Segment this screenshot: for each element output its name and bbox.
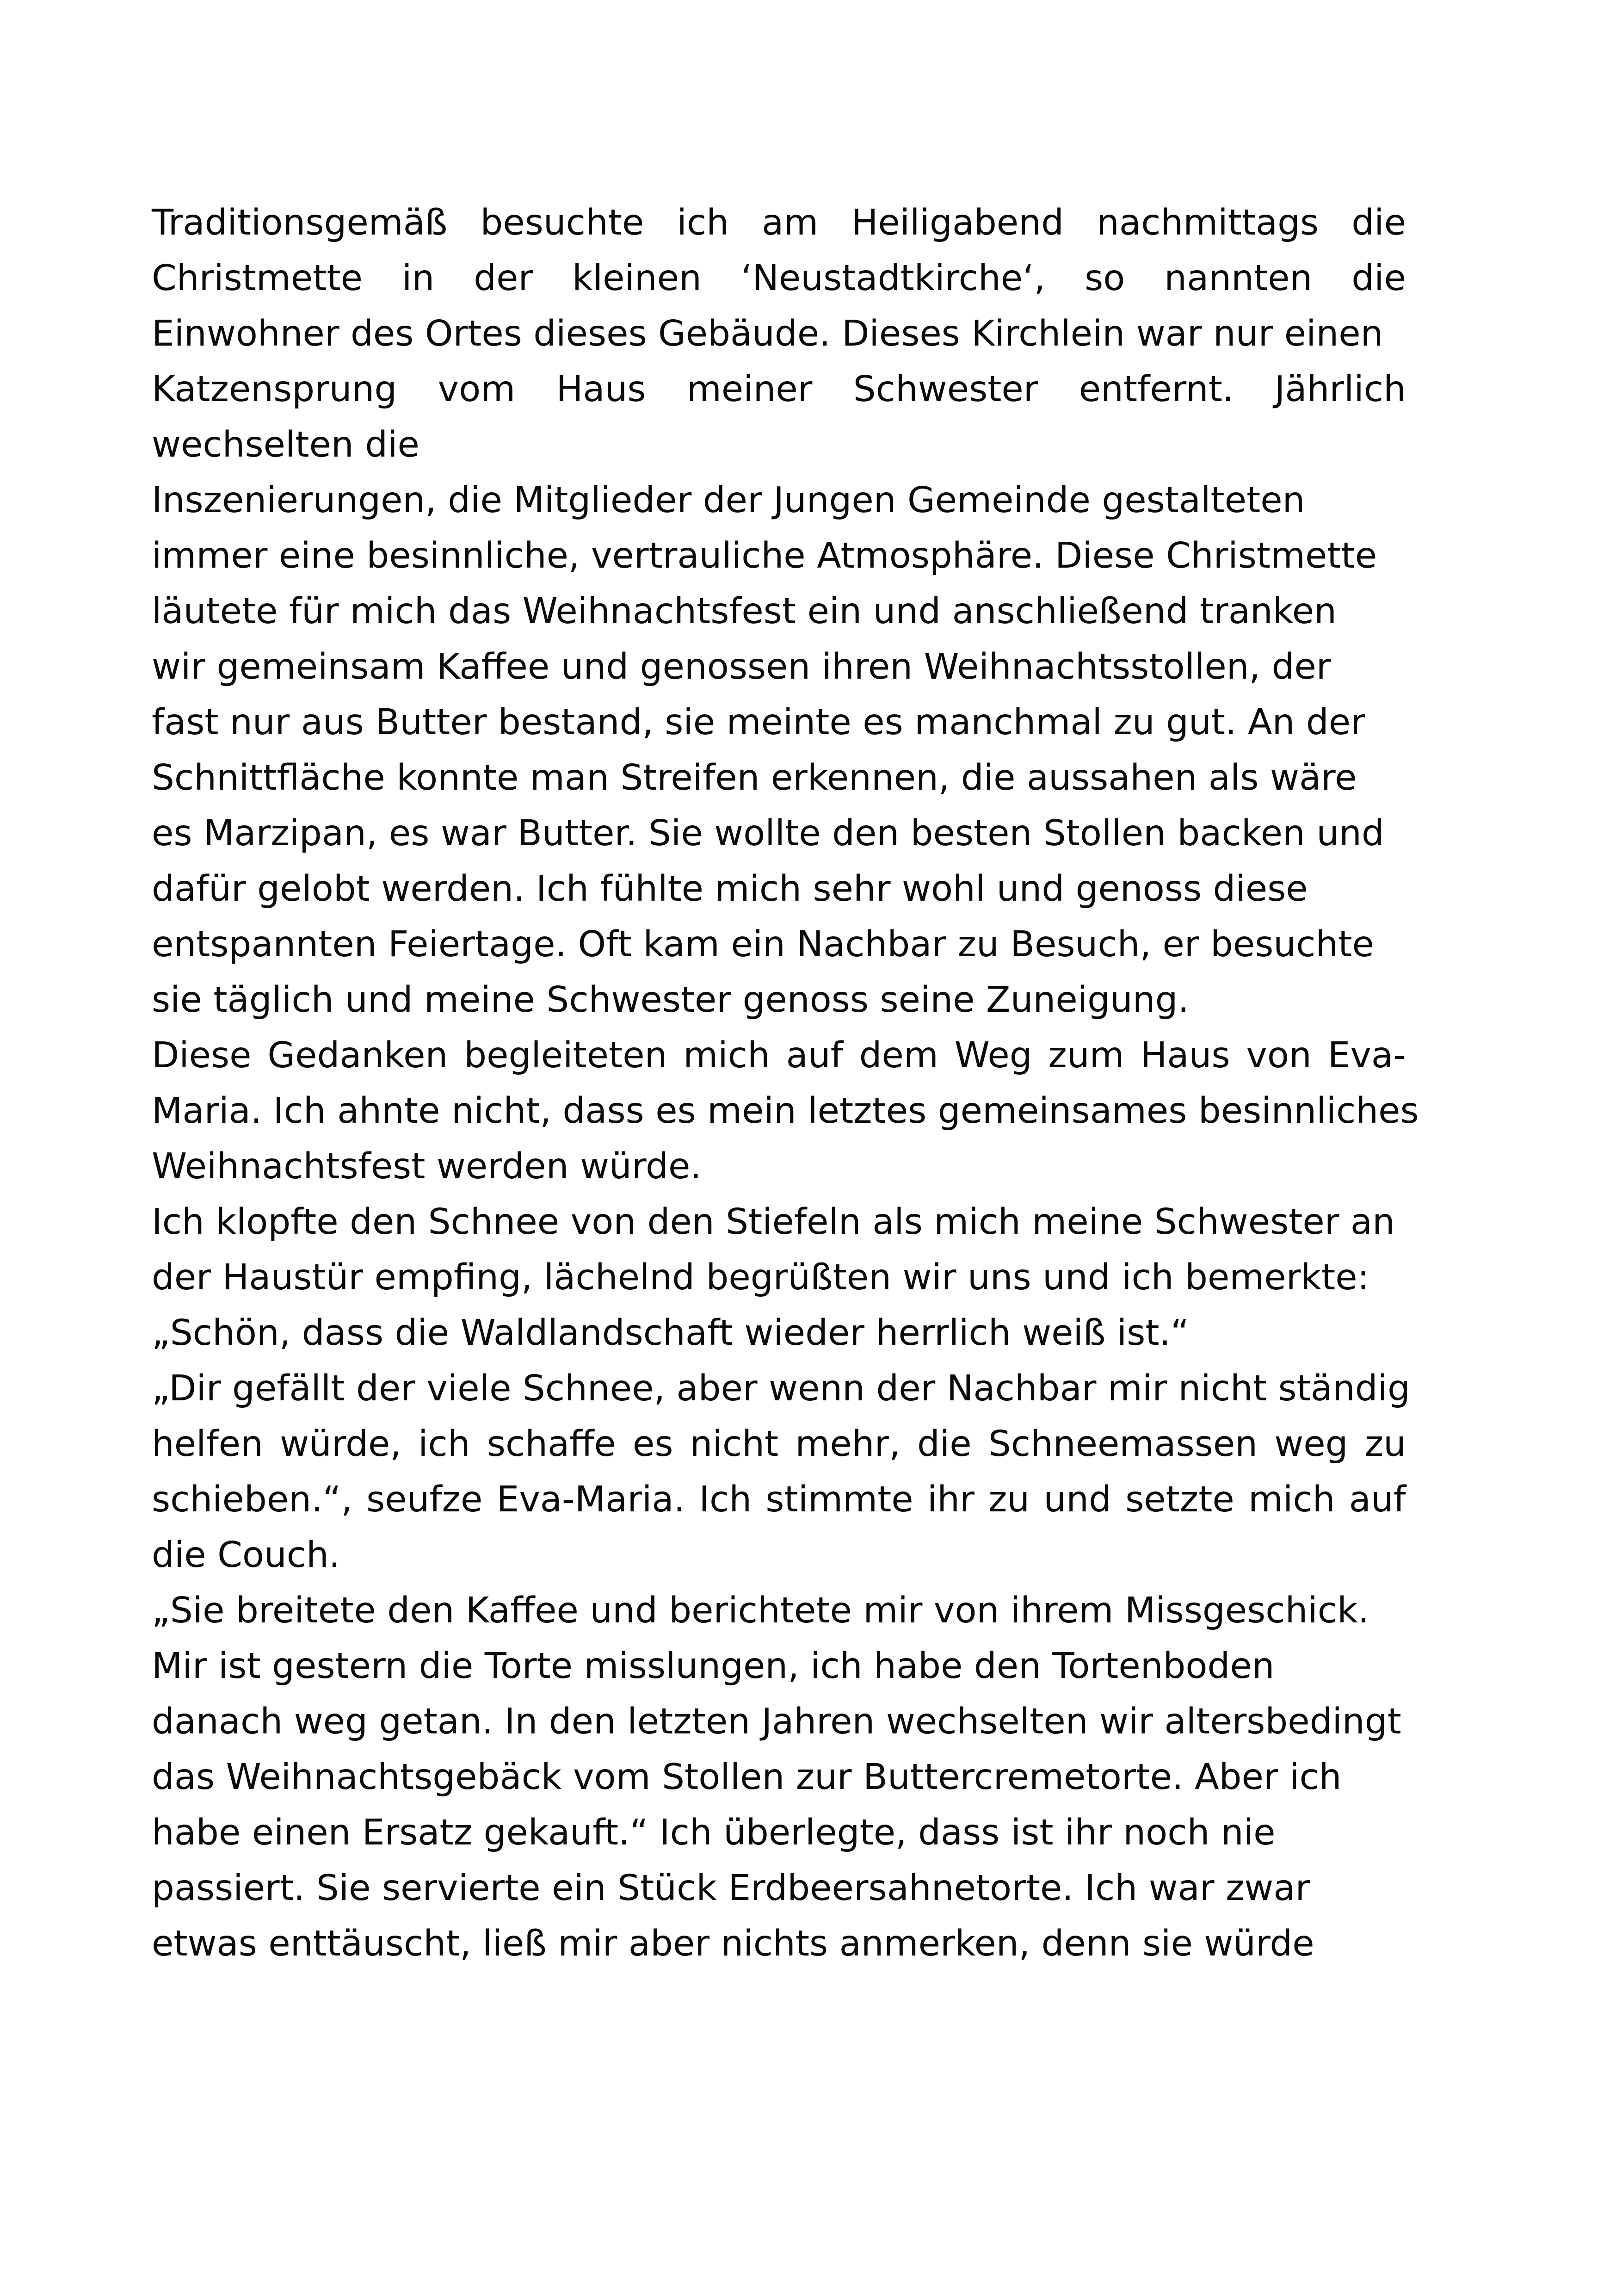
body-text <box>152 195 1419 1972</box>
text-line: „Schön, dass die Waldlandschaft wieder herrlich weiß ist.“ <box>152 1312 1189 1354</box>
word: Weg <box>954 1035 1032 1076</box>
word: Katzensprung <box>152 369 397 410</box>
text-line: es Marzipan, es war Butter. Sie wollte den besten Stollen backen und <box>152 813 1384 854</box>
word: entfernt. <box>1079 369 1234 410</box>
text-line: entspannten Feiertage. Oft kam ein Nachbar zu Besuch, er besuchte <box>152 924 1374 965</box>
text-line: sie täglich und meine Schwester genoss seine Zuneigung. <box>152 979 1189 1021</box>
text-line <box>152 1417 1406 1472</box>
text-line <box>152 1028 1406 1083</box>
word: weg <box>1274 1423 1348 1465</box>
text-line: passiert. Sie servierte ein Stück Erdbeersahnetorte. Ich war zwar <box>152 1868 1310 1909</box>
word: ‘Neustadtkirche‘, <box>740 258 1046 299</box>
word: Heiligabend <box>851 202 1064 243</box>
text-line: fast nur aus Butter bestand, sie meinte es manchmal zu gut. An der <box>152 702 1365 743</box>
word: zum <box>1048 1035 1124 1076</box>
text-line: etwas enttäuscht, ließ mir aber nichts anmerken, denn sie würde <box>152 1923 1314 1964</box>
word: mich <box>1248 1479 1335 1520</box>
word: und <box>1043 1479 1111 1520</box>
word: nicht <box>690 1423 779 1465</box>
text-line: habe einen Ersatz gekauft.“ Ich überlegte, dass ist ihr noch nie <box>152 1812 1276 1853</box>
word: Jährlich <box>1274 369 1406 410</box>
word: es <box>632 1423 673 1465</box>
word: Haus <box>556 369 646 410</box>
text-line: wir gemeinsam Kaffee und genossen ihren Weihnachtsstollen, der <box>152 646 1331 687</box>
word: begleiteten <box>464 1035 667 1076</box>
text-line: Schnittfläche konnte man Streifen erkennen, die aussahen als wäre <box>152 757 1357 798</box>
word: Eva- <box>1327 1035 1406 1076</box>
word: helfen <box>152 1423 263 1465</box>
text-line: danach weg getan. In den letzten Jahren wechselten wir altersbedingt <box>152 1701 1401 1742</box>
text-line: Weihnachtsfest werden würde. <box>152 1146 702 1187</box>
text-line: Mir ist gestern die Torte misslungen, ich habe den Tortenboden <box>152 1646 1275 1687</box>
text-line: „Dir gefällt der viele Schnee, aber wenn der Nachbar mir nicht ständig <box>152 1368 1410 1409</box>
word: zu <box>1364 1423 1406 1465</box>
word: Diese <box>152 1035 252 1076</box>
word: kleinen <box>572 258 702 299</box>
text-line <box>152 195 1406 251</box>
text-line <box>152 1472 1406 1528</box>
text-line: „Sie breitete den Kaffee und berichtete mir von ihrem Missgeschick. <box>152 1590 1369 1631</box>
word: Haus <box>1140 1035 1230 1076</box>
text-line: das Weihnachtsgebäck vom Stollen zur Buttercremetorte. Aber ich <box>152 1757 1342 1798</box>
word: Eva-Maria. <box>496 1479 685 1520</box>
word: dem <box>859 1035 938 1076</box>
word: auf <box>786 1035 843 1076</box>
word: nannten <box>1164 258 1313 299</box>
word: setzte <box>1125 1479 1234 1520</box>
word: Schwester <box>853 369 1038 410</box>
text-line: dafür gelobt werden. Ich fühlte mich sehr wohl und genoss diese <box>152 868 1308 910</box>
word: schaffe <box>487 1423 616 1465</box>
word: mehr, <box>795 1423 901 1465</box>
word: würde, <box>280 1423 401 1465</box>
text-line <box>152 251 1406 306</box>
word: der <box>474 258 533 299</box>
word: am <box>762 202 819 243</box>
word: die <box>917 1423 972 1465</box>
word: auf <box>1349 1479 1406 1520</box>
word: vom <box>438 369 516 410</box>
word: Christmette <box>152 258 363 299</box>
word: die <box>1351 258 1406 299</box>
word: Schneemassen <box>988 1423 1258 1465</box>
word: in <box>402 258 435 299</box>
text-line: Ich klopfte den Schnee von den Stiefeln als mich meine Schwester an <box>152 1201 1395 1243</box>
word: ich <box>418 1423 470 1465</box>
word: besuchte <box>480 202 644 243</box>
text-line: läutete für mich das Weihnachtsfest ein und anschließend tranken <box>152 591 1337 632</box>
word: so <box>1085 258 1125 299</box>
word: nachmittags <box>1097 202 1319 243</box>
text-line: Maria. Ich ahnte nicht, dass es mein letztes gemeinsames besinnliches <box>152 1090 1419 1132</box>
word: zu <box>988 1479 1030 1520</box>
word: Ich <box>699 1479 752 1520</box>
word: Traditionsgemäß <box>152 202 448 243</box>
word: stimmte <box>765 1479 913 1520</box>
text-line: immer eine besinnliche, vertrauliche Atmosphäre. Diese Christmette <box>152 535 1377 576</box>
word: von <box>1246 1035 1312 1076</box>
word: ihr <box>927 1479 975 1520</box>
word: die <box>1351 202 1406 243</box>
text-line: Einwohner des Ortes dieses Gebäude. Dieses Kirchlein war nur einen <box>152 313 1383 354</box>
word: ich <box>677 202 729 243</box>
text-line: der Haustür empfing, lächelnd begrüßten wir uns und ich bemerkte: <box>152 1257 1369 1298</box>
word: seufze <box>366 1479 483 1520</box>
text-line: Inszenierungen, die Mitglieder der Jungen Gemeinde gestalteten <box>152 480 1305 521</box>
word: meiner <box>686 369 813 410</box>
word: schieben.“, <box>152 1479 352 1520</box>
word: mich <box>683 1035 770 1076</box>
text-line: die Couch. <box>152 1535 340 1576</box>
text-line <box>152 362 1406 417</box>
word: Gedanken <box>267 1035 448 1076</box>
text-line: wechselten die <box>152 424 419 465</box>
